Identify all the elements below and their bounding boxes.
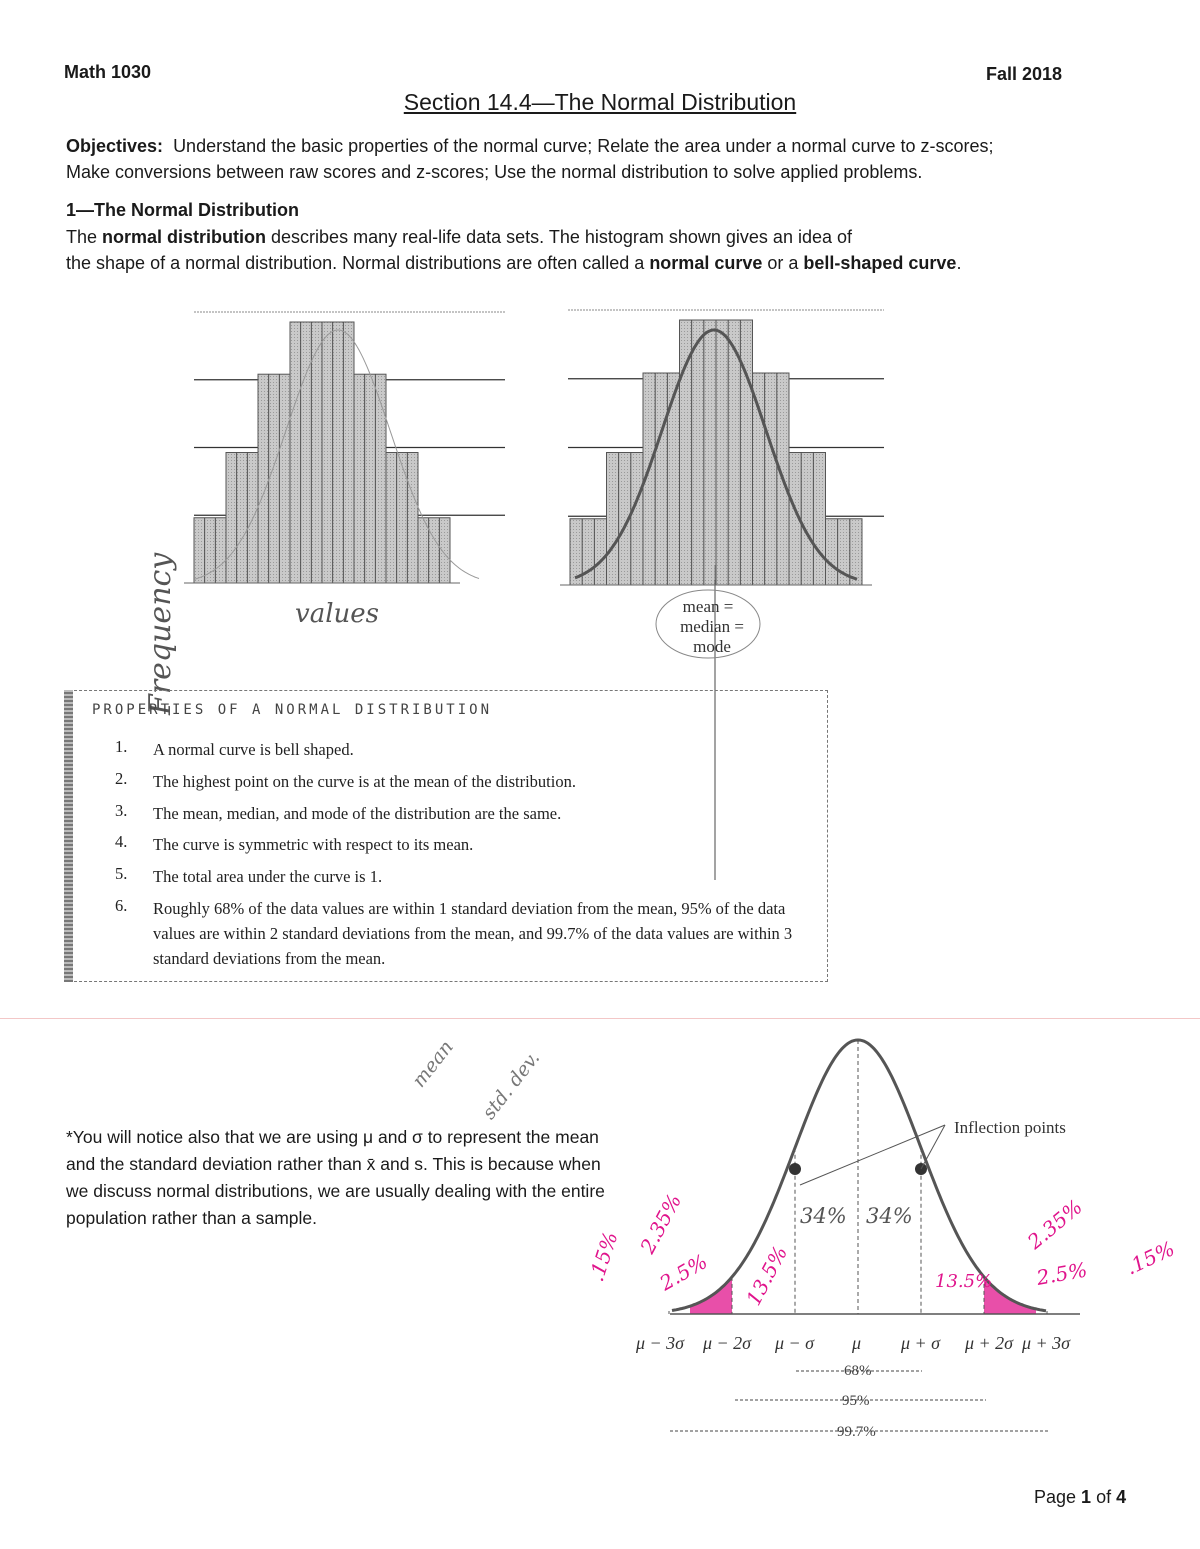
annotation-mean: mean: [408, 1036, 458, 1092]
histogram-bar: [570, 519, 607, 585]
histogram-bar: [258, 374, 290, 583]
property-number: 1.: [115, 737, 128, 756]
hand-235-right: 2.35%: [1022, 1194, 1087, 1254]
term-normal-curve: normal curve: [649, 253, 763, 273]
property-text: Roughly 68% of the data values are within 1 standard deviation from the mean, 95% of the data values are within 2 standard deviations from the mean, and 99.7% of the data values are within 3 standard deviations from the mean.: [153, 899, 793, 968]
text-run: .: [956, 253, 962, 273]
text-run: or a: [762, 253, 804, 273]
range-95: 95%: [842, 1393, 870, 1409]
axis-label: μ − 3σ: [636, 1333, 685, 1353]
section-text-2: [66, 250, 961, 276]
property-item: [115, 896, 803, 971]
inflection-label: Inflection points: [954, 1118, 1066, 1137]
objectives-text-1: Understand the basic properties of the normal curve; Relate the area under a normal curve to z-scores;: [173, 136, 994, 156]
property-number: 2.: [115, 769, 128, 788]
frequency-annotation: Frequency: [143, 552, 178, 715]
page-current: 1: [1081, 1487, 1092, 1507]
text-run: describes many real-life data sets. The histogram shown gives an idea of: [266, 227, 852, 247]
axis-label: μ + 3σ: [1022, 1333, 1071, 1353]
histogram-left: [184, 312, 505, 583]
hand-25-left: 2.5%: [655, 1249, 712, 1296]
term: Fall 2018: [986, 64, 1063, 84]
histogram-bar: [386, 453, 418, 584]
properties-title: PROPERTIES OF A NORMAL DISTRIBUTION: [92, 702, 493, 718]
histogram-bar: [643, 373, 680, 585]
property-number: 3.: [115, 801, 128, 820]
hand-15-right: .15%: [1121, 1236, 1179, 1280]
objectives-label: Objectives:: [66, 136, 164, 156]
page-title: Section 14.4—The Normal Distribution: [403, 89, 797, 115]
histogram-right: [560, 310, 884, 585]
divider: [0, 1018, 1200, 1019]
term-normal-distribution: normal distribution: [102, 227, 267, 247]
property-item: [115, 769, 813, 794]
property-item: [115, 801, 813, 826]
page-number: [1034, 1487, 1126, 1508]
values-annotation: values: [295, 599, 379, 629]
histogram-bar: [322, 322, 354, 583]
range-997: 99.7%: [837, 1424, 876, 1440]
term-bell-shaped-curve: bell-shaped curve: [803, 253, 957, 273]
property-number: 6.: [115, 896, 128, 915]
section-heading: 1—The Normal Distribution: [66, 200, 300, 220]
text-run: of: [1091, 1487, 1117, 1507]
hand-34-left: 34%: [800, 1204, 847, 1228]
annotation-std-dev: std. dev.: [478, 1047, 545, 1124]
axis-label: μ − 2σ: [703, 1333, 752, 1353]
mean-label: mean =: [682, 597, 734, 616]
histogram-bar: [607, 453, 644, 586]
property-text: The total area under the curve is 1.: [153, 867, 383, 886]
histogram-bar: [418, 518, 450, 583]
property-text: A normal curve is bell shaped.: [153, 740, 354, 759]
objectives-line-1: [66, 133, 993, 159]
course-name: Math 1030: [64, 62, 152, 82]
axis-label: μ − σ: [775, 1333, 815, 1353]
range-68: 68%: [844, 1363, 872, 1379]
pointer-line: [921, 1125, 945, 1169]
property-number: 4.: [115, 832, 128, 851]
hand-34-right: 34%: [866, 1204, 913, 1228]
page-total: 4: [1116, 1487, 1127, 1507]
inflection-point-left: [789, 1163, 801, 1175]
histogram-bar: [789, 453, 826, 586]
hand-235-left: 2.35%: [635, 1189, 687, 1258]
hand-135-right: 13.5%: [935, 1271, 993, 1292]
text-run: Page: [1034, 1487, 1082, 1507]
axis-label: μ + 2σ: [965, 1333, 1014, 1353]
histogram-bar: [716, 320, 753, 585]
property-item: [115, 832, 813, 857]
axis-label: μ: [852, 1333, 862, 1353]
property-text: The curve is symmetric with respect to its mean.: [153, 835, 474, 854]
objectives-line-2: Make conversions between raw scores and z-scores; Use the normal distribution to solve applied problems.: [66, 162, 923, 182]
properties-sidebar: [64, 690, 73, 982]
median-label: median =: [680, 617, 744, 636]
hand-135-left: 13.5%: [741, 1241, 793, 1310]
histogram-bar: [680, 320, 717, 585]
population-note: *You will notice also that we are using μ and σ to represent the mean and the standard deviation rather than x̄ and s. This is because when we discuss normal distributions, we are usually dealing with the entire population rather than a sample.: [66, 1127, 605, 1228]
property-number: 5.: [115, 864, 128, 883]
property-item: [115, 737, 813, 762]
text-run: the shape of a normal distribution. Normal distributions are often called a: [66, 253, 650, 273]
bell-curve-figure: [583, 1025, 1200, 1455]
property-text: The mean, median, and mode of the distribution are the same.: [153, 804, 562, 823]
hand-15-left: .15%: [583, 1228, 623, 1285]
axis-label: μ + σ: [901, 1333, 941, 1353]
property-text: The highest point on the curve is at the mean of the distribution.: [153, 772, 576, 791]
mode-label: mode: [693, 637, 731, 656]
histogram-bar: [290, 322, 322, 583]
text-run: The: [66, 227, 103, 247]
hand-25-right: 2.5%: [1034, 1257, 1089, 1290]
property-item: [115, 864, 813, 889]
section-text-1: [66, 224, 852, 250]
